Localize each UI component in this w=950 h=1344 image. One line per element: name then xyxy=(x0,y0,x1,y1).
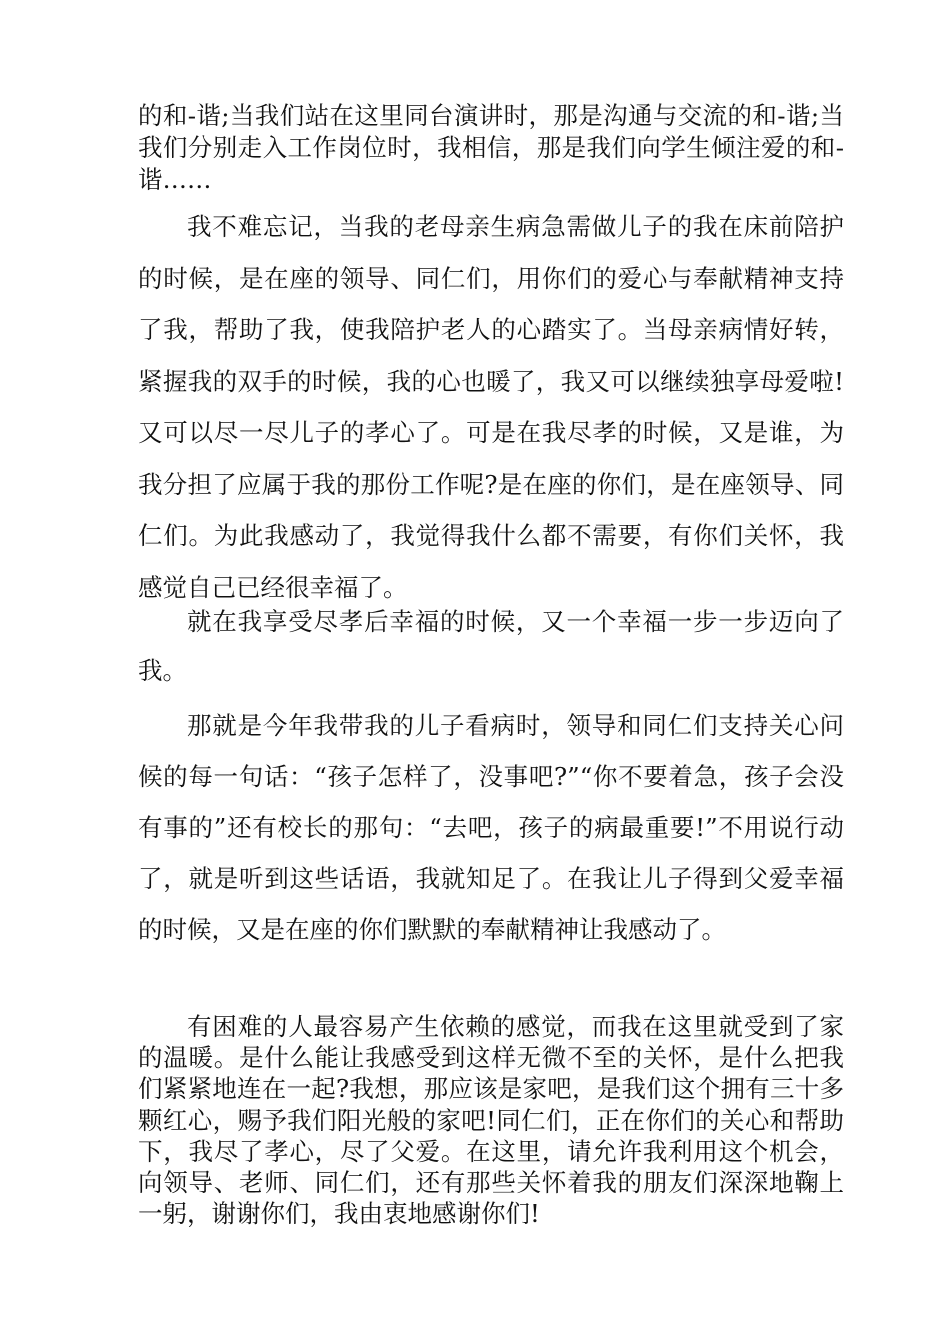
paragraph-gratitude: 有困难的人最容易产生依赖的感觉，而我在这里就受到了家的温暖。是什么能让我感受到这样无微不至的关怀，是什么把我们紧紧地连在一起?我想，那应该是家吧，是我们这个拥有三十多颗红心，赐予我们阳光般的家吧!同仁们，正在你们的关心和帮助下，我尽了孝心，尽了父爱。在这里，请允许我利用这个机会，向领导、老师、同仁们，还有那些关怀着我的朋友们深深地鞠上一躬，谢谢你们，我由衷地感谢你们! xyxy=(138,1012,844,1229)
paragraph-son-illness: 那就是今年我带我的儿子看病时，领导和同仁们支持关心问候的每一句话：“孩子怎样了，没事吧?”“你不要着急，孩子会没有事的”还有校长的那句：“去吧，孩子的病最重要!”不用说行动了，就是听到这些话语，我就知足了。在我让儿子得到父爱幸福的时候，又是在座的你们默默的奉献精神让我感动了。 xyxy=(138,711,844,944)
paragraph-mother-illness: 我不难忘记，当我的老母亲生病急需做儿子的我在床前陪护的时候，是在座的领导、同仁们，用你们的爱心与奉献精神支持了我，帮助了我，使我陪护老人的心踏实了。当母亲病情好转，紧握我的双手的时候，我的心也暖了，我又可以继续独享母爱啦!又可以尽一尽儿子的孝心了。可是在我尽孝的时候，又是谁，为我分担了应属于我的那份工作呢?是在座的你们，是在座领导、同仁们。为此我感动了，我觉得我什么都不需要，有你们关怀，我感觉自己已经很幸福了。 xyxy=(138,212,844,602)
paragraph-continuation: 的和-谐;当我们站在这里同台演讲时，那是沟通与交流的和-谐;当我们分别走入工作岗位时，我相信，那是我们向学生倾注爱的和-谐…… xyxy=(138,101,844,194)
paragraph-another-happiness: 就在我享受尽孝后幸福的时候，又一个幸福一步一步迈向了我。 xyxy=(138,607,844,685)
